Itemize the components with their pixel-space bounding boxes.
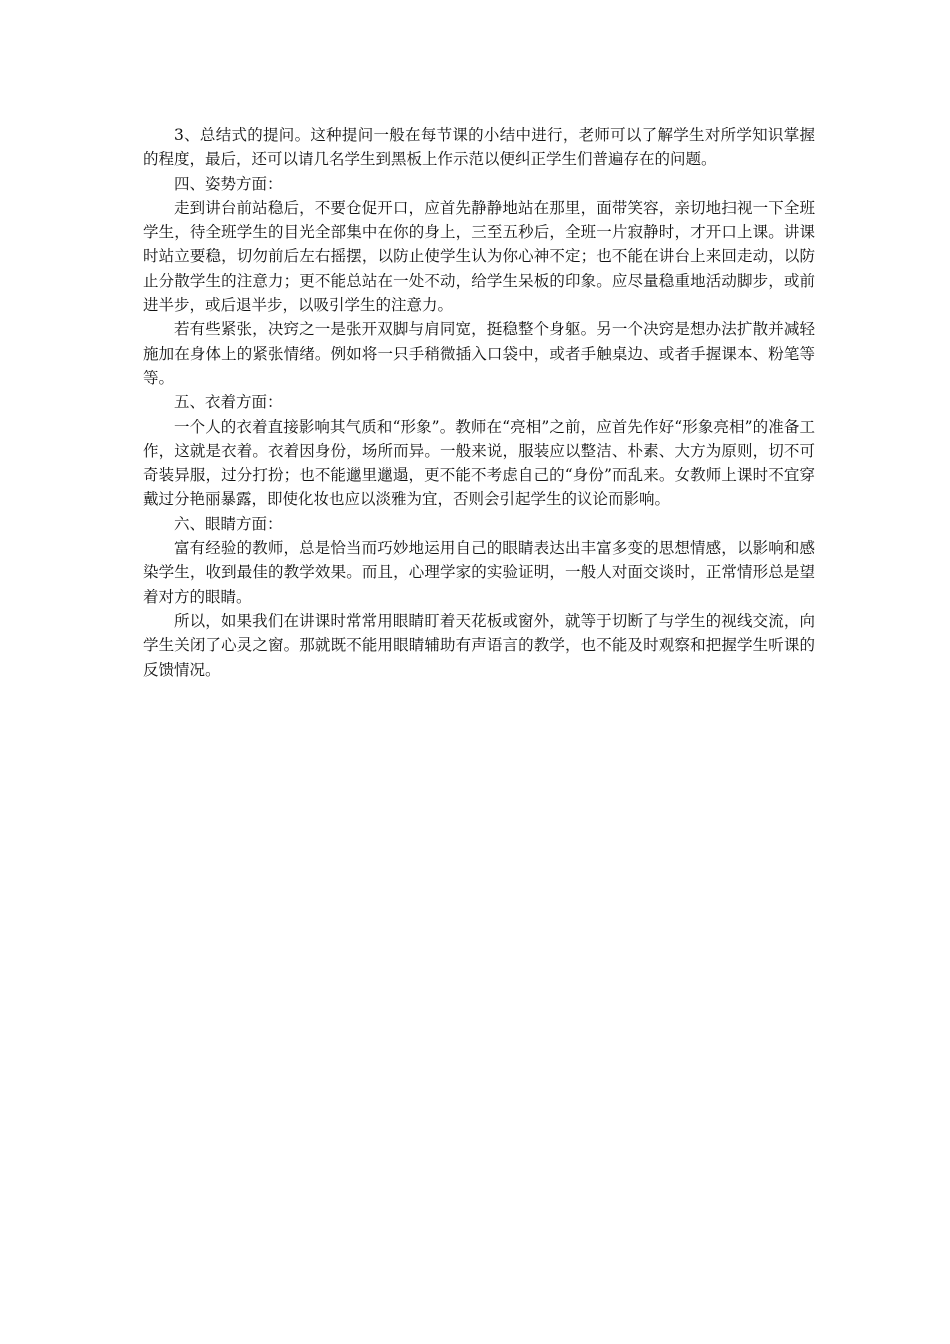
document-body (143, 123, 815, 682)
section-heading-posture: 四、姿势方面： (174, 174, 283, 193)
section-heading-eyes: 六、眼睛方面： (174, 514, 283, 533)
section-heading-clothing: 五、衣着方面： (174, 393, 283, 412)
paragraph-posture-standing: 走到讲台前站稳后，不要仓促开口，应首先静静地站在那里，面带笑容，亲切地扫视一下全班学生，待全班学生的目光全部集中在你的身上，三至五秒后，全班一片寂静时，才开口上课。讲课时站立要稳，切勿前后左右摇摆，以防止使学生认为你心神不定；也不能在讲台上来回走动，以防止分散学生的注意力；更不能总站在一处不动，给学生呆板的印象。应尽量稳重地活动脚步，或前进半步，或后退半步，以吸引学生的注意力。 (143, 198, 815, 315)
paragraph-clothing: 一个人的衣着直接影响其气质和“形象”。教师在“亮相”之前，应首先作好“形象亮相”的准备工作，这就是衣着。衣着因身份，场所而异。一般来说，服装应以整洁、朴素、大方为原则，切不可奇装异服，过分打扮；也不能邋里邋遢，更不能不考虑自己的“身份”而乱来。女教师上课时不宜穿戴过分艳丽暴露，即使化妆也应以淡雅为宜，否则会引起学生的议论而影响。 (143, 417, 815, 509)
paragraph-posture-nervousness: 若有些紧张，决窍之一是张开双脚与肩同宽，挺稳整个身躯。另一个决窍是想办法扩散并减轻施加在身体上的紧张情绪。例如将一只手稍微插入口袋中，或者手触桌边、或者手握课本、粉笔等等。 (143, 320, 815, 387)
paragraph-summary-questioning: 3、总结式的提问。这种提问一般在每节课的小结中进行，老师可以了解学生对所学知识掌握的程度，最后，还可以请几名学生到黑板上作示范以便纠正学生们普遍存在的问题。 (143, 126, 815, 169)
paragraph-eyes-contact: 所以，如果我们在讲课时常常用眼睛盯着天花板或窗外，就等于切断了与学生的视线交流，向学生关闭了心灵之窗。那就既不能用眼睛辅助有声语言的教学，也不能及时观察和把握学生听课的反馈情况。 (143, 611, 815, 679)
paragraph-eyes-expression: 富有经验的教师，总是恰当而巧妙地运用自己的眼睛表达出丰富多变的思想情感，以影响和感染学生，收到最佳的教学效果。而且，心理学家的实验证明，一般人对面交谈时，正常情形总是望着对方的眼睛。 (143, 539, 815, 606)
